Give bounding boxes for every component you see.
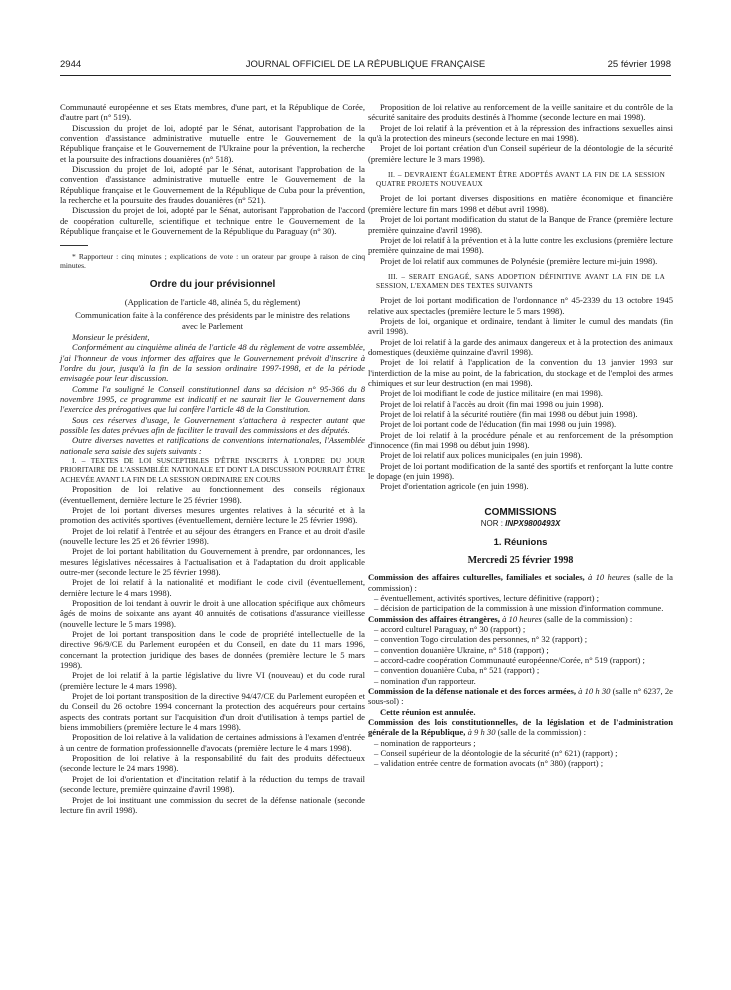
agenda-item: – éventuellement, activités sportives, lecture définitive (rapport) ; — [374, 592, 600, 603]
list-item: Projet de loi instituant une commission du secret de la défense nationale (seconde lecture fin avril 1998). — [60, 794, 365, 815]
commission-time: à 9 h 30 — [467, 727, 496, 738]
agenda-item: – accord culturel Paraguay, n° 30 (rapport) ; — [374, 623, 526, 634]
salutation: Monsieur le président, — [72, 331, 150, 342]
list-item: Projet de loi relatif à la procédure pénale et au renforcement de la présomption d'innocence (fin mai 1998 ou début juin 1998). — [368, 429, 673, 451]
commission-room: (salle de la commission) : — [497, 727, 586, 738]
list-item: Projet de loi portant création d'un Conseil supérieur de la déontologie de la sécurité (première lecture le 3 mars 1998). — [368, 143, 673, 164]
section-heading: I. – TEXTES DE LOI SUSCEPTIBLES D'ÊTRE INSCRITS À L'ORDRE DU JOUR PRIORITAIRE DE L'ASSEMBLÉE NATIONALE ET DONT LA DISCUSSION POURRAIT ÊTRE ACHEVÉE AVANT LA FIN DE LA SESSION ORDINAIRE EN COURS — [60, 455, 365, 484]
list-item: Projet de loi modifiant le code de justice militaire (en mai 1998). — [380, 388, 603, 399]
list-item: Proposition de loi tendant à ouvrir le droit à une allocation spécifique aux chômeurs âgés de moins de soixante ans ayant 40 annuités de cotisations d'assurance vieillesse (nouvelle lecture le 5 mars 1998). — [60, 597, 365, 629]
nor-label: NOR : — [480, 519, 503, 529]
agenda-item: – décision de participation de la commission à une mission d'information commune. — [374, 603, 664, 614]
agenda-item: – nomination de rapporteurs ; — [374, 737, 476, 748]
list-item: Projet de loi relatif à la sécurité routière (fin mai 1998 ou début juin 1998). — [380, 409, 638, 420]
list-item: Projet de loi relatif à la prévention et à la lutte contre les exclusions (première lecture première quinzaine de mai 1998). — [368, 234, 673, 256]
list-item: Projet de loi relatif à l'application de la convention du 13 janvier 1993 sur l'interdiction de la mise au point, de la fabrication, du stockage et de l'emploi des armes chimiques et sur leur destruction (en mai 1998). — [368, 357, 673, 389]
nor-code: INPX9800493X — [505, 519, 561, 529]
list-item: Projet de loi portant diverses mesures urgentes relatives à la sécurité et à la promotion des activités sportives (éventuellement, dernière lecture le 25 février 1998). — [60, 504, 365, 526]
issue-date: 25 février 1998 — [607, 59, 671, 70]
italic-paragraph: Outre diverses navettes et ratifications de conventions internationales, l'Assemblée nationale sera saisie des sujets suivants : — [60, 435, 365, 456]
list-item: Projet d'orientation agricole (en juin 1998). — [380, 481, 529, 492]
commission-time: à 10 heures — [588, 572, 631, 583]
list-item: Projet de loi portant habilitation du Gouvernement à prendre, par ordonnances, les mesures législatives nécessaires à l'actualisation et à l'adaptation du droit applicable outre-mer (seconde lecture le 25 février 1998). — [60, 546, 365, 577]
footnote-rule — [60, 245, 88, 246]
commission-entry — [368, 717, 673, 738]
list-item: Projet de loi d'orientation et d'incitation relatif à la réduction du temps de travail (seconde lecture, première quinzaine d'avril 1998). — [60, 773, 365, 795]
journal-title: JOURNAL OFFICIEL DE LA RÉPUBLIQUE FRANÇAISE — [245, 59, 486, 70]
right-column — [368, 102, 673, 769]
agenda-item: – nomination d'un rapporteur. — [374, 675, 476, 686]
list-item: Proposition de loi relative à la responsabilité du fait des produits défectueux (seconde lecture le 24 mars 1998). — [60, 753, 365, 774]
text-paragraph: Discussion du projet de loi, adopté par le Sénat, autorisant l'approbation de l'accord de coopération culturelle, scientifique et technique entre le Gouvernement de la République française et le Gouvernement de la République du Paraguay (n° 30). — [60, 205, 365, 237]
commission-time: à 10 heures — [502, 613, 542, 624]
text-paragraph: Discussion du projet de loi, adopté par le Sénat, autorisant l'approbation de la convention d'assistance administrative mutuelle entre le Gouvernement de la République française et le Gouvernement de l'Ukraine pour la prévention, la recherche et la poursuite des infractions douanières (n° 518). — [60, 122, 365, 164]
list-item: Projet de loi relatif aux communes de Polynésie (première lecture mi-juin 1998). — [380, 255, 658, 266]
list-item: Projet de loi portant code de l'éducation (fin mai 1998 ou juin 1998). — [380, 419, 617, 430]
section-heading: II. – DEVRAIENT ÉGALEMENT ÊTRE ADOPTÉS AVANT LA FIN DE LA SESSION QUATRE PROJETS NOUVEAUX — [376, 171, 665, 189]
list-item: Projets de loi, organique et ordinaire, tendant à limiter le cumul des mandats (fin avril 1998). — [368, 315, 673, 337]
agenda-item: – accord-cadre coopération Communauté européenne/Corée, n° 519 (rapport) ; — [374, 654, 645, 665]
agenda-item: – convention douanière Cuba, n° 521 (rapport) ; — [374, 665, 540, 676]
nor-reference — [368, 519, 673, 529]
commission-name: Commission des affaires étrangères, — [368, 613, 500, 624]
meeting-date: Mercredi 25 février 1998 — [467, 554, 574, 566]
list-item: Projet de loi portant diverses dispositions en matière économique et financière (première lecture fin mars 1998 et début avril 1998). — [368, 193, 673, 214]
page-header — [60, 59, 671, 76]
list-item: Projet de loi relatif aux polices municipales (en juin 1998). — [380, 450, 583, 461]
italic-paragraph: Sous ces réserves d'usage, le Gouvernement s'attachera à respecter autant que possible les dates prévues afin de faciliter le travail des commissions et des députés. — [60, 414, 365, 435]
agenda-item: – Conseil supérieur de la déontologie de la sécurité (n° 621) (rapport) ; — [374, 748, 618, 759]
application-note: (Application de l'article 48, alinéa 5, du règlement) — [124, 296, 301, 307]
list-item: Projet de loi portant transposition de la directive 94/47/CE du Parlement européen et du Conseil du 26 octobre 1994 concernant la protection des acquéreurs pour certains aspects des contrats portant sur l'acquisition d'un droit d'utilisation à temps partiel de biens immobiliers (première lecture le 4 mars 1998). — [60, 691, 365, 733]
italic-paragraph: Comme l'a souligné le Conseil constitutionnel dans sa décision n° 95-366 du 8 novembre 1995, ce programme est indicatif et ne saurait lier le Gouvernement dans l'exercice des prérogatives que lui confère l'article 48 de la Constitution. — [60, 383, 365, 415]
text-paragraph: Discussion du projet de loi, adopté par le Sénat, autorisant l'approbation de la convention d'assistance administrative mutuelle entre le Gouvernement de la République française et le Gouvernement de la République de Cuba pour la prévention, la recherche et la poursuite des fraudes douanières (n° 521). — [60, 164, 365, 206]
ordre-title: Ordre du jour prévisionnel — [149, 279, 276, 291]
list-item: Projet de loi relatif à l'accès au droit (fin mai 1998 ou juin 1998). — [380, 398, 604, 409]
commission-room: (salle de la commission) : — [544, 613, 633, 624]
commission-entry — [368, 572, 673, 593]
list-item: Projet de loi portant modification de la santé des sportifs et renforçant la lutte contre le dopage (en juin 1998). — [368, 460, 673, 482]
list-item: Projet de loi relatif à la prévention et à la répression des infractions sexuelles ainsi qu'à la protection des mineurs (seconde lecture en mai 1998). — [368, 122, 673, 144]
list-item: Proposition de loi relative à la validation de certaines admissions à l'examen d'entrée à un centre de formation professionnelle d'avocats (première lecture le 4 mars 1998). — [60, 732, 365, 753]
left-column — [60, 102, 365, 815]
italic-paragraph: Conformément au cinquième alinéa de l'article 48 du règlement de votre assemblée, j'ai l'honneur de vous informer des affaires que le Gouvernement prévoit d'inscrire à l'ordre du jour, jusqu'à la fin de la session ordinaire 1997-1998, et de la période envisagée pour leur discussion. — [60, 342, 365, 384]
commission-room: (salle de la commission) : — [368, 572, 673, 593]
list-item: Proposition de loi relative au renforcement de la veille sanitaire et du contrôle de la sécurité sanitaire des produits destinés à l'homme (seconde lecture en mai 1998). — [368, 102, 673, 123]
commission-name: Commission des affaires culturelles, familiales et sociales, — [368, 572, 585, 583]
list-item: Projet de loi relatif à l'entrée et au séjour des étrangers en France et au droit d'asile (nouvelle lecture les 25 et 26 février 1998). — [60, 525, 365, 546]
commission-room: (salle n° 6237, 2e sous-sol) : — [368, 685, 673, 707]
page-number: 2944 — [60, 59, 82, 70]
list-item: Projet de loi portant modification de l'ordonnance n° 45-2339 du 13 octobre 1945 relative aux spectacles (première lecture le 5 mars 1998). — [368, 295, 673, 316]
list-item: Projet de loi relatif à la garde des animaux dangereux et à la protection des animaux domestiques (deuxième quinzaine d'avril 1998). — [368, 336, 673, 357]
commission-time: à 10 h 30 — [578, 685, 611, 696]
list-item: Projet de loi relatif à la nationalité et modifiant le code civil (éventuellement, dernière lecture le 4 mars 1998). — [60, 577, 365, 598]
agenda-item: – convention douanière Ukraine, n° 518 (rapport) ; — [374, 644, 549, 655]
agenda-item: – validation entrée centre de formation avocats (n° 380) (rapport) ; — [374, 758, 604, 769]
commissions-title: COMMISSIONS — [484, 506, 557, 518]
section-heading: III. – SERAIT ENGAGÉ, SANS ADOPTION DÉFINITIVE AVANT LA FIN DE LA SESSION, L'EXAMEN DES TEXTES SUIVANTS — [376, 272, 665, 291]
commission-entry — [368, 614, 673, 624]
text-paragraph: Communauté européenne et ses Etats membres, d'une part, et la République de Corée, d'autre part (n° 519). — [60, 102, 365, 123]
list-item: Projet de loi portant modification du statut de la Banque de France (première lecture première quinzaine d'avril 1998). — [368, 214, 673, 235]
agenda-item: – convention Togo circulation des personnes, n° 32 (rapport) ; — [374, 634, 588, 645]
reunions-heading: 1. Réunions — [493, 536, 548, 548]
footnote: * Rapporteur : cinq minutes ; explications de vote : un orateur par groupe à raison de cinq minutes. — [60, 252, 365, 271]
communication-note: Communication faite à la conférence des présidents par le ministre des relations avec le Parlement — [75, 310, 350, 331]
list-item: Projet de loi relatif à la partie législative du livre VI (nouveau) et du code rural (première lecture le 4 mars 1998). — [60, 670, 365, 691]
commission-name: Commission de la défense nationale et des forces armées, — [368, 685, 576, 696]
list-item: Projet de loi portant transposition dans le code de propriété intellectuelle de la directive 96/9/CE du Parlement européen et du Conseil, en date du 11 mars 1996, concernant la protection juridique des bases de données (première lecture le 5 mars 1998). — [60, 629, 365, 671]
commission-name: Commission des lois constitutionnelles, de la législation et de l'administration générale de la République, — [368, 717, 673, 738]
cancellation-note: Cette réunion est annulée. — [380, 706, 476, 717]
commission-entry — [368, 686, 673, 707]
list-item: Proposition de loi relative au fonctionnement des conseils régionaux (éventuellement, dernière lecture le 25 février 1998). — [60, 484, 365, 505]
